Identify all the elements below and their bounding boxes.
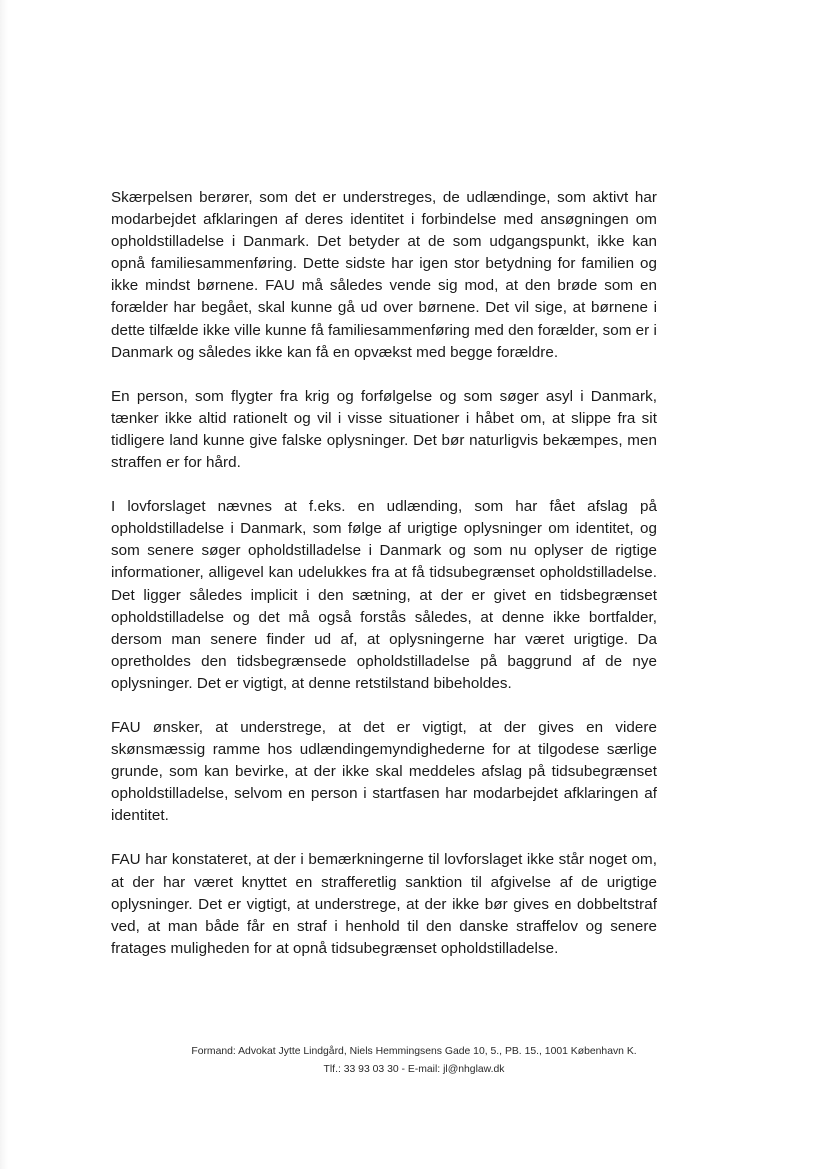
footer-address: Formand: Advokat Jytte Lindgård, Niels Hemmingsens Gade 10, 5., PB. 15., 1001 København K. xyxy=(191,1046,637,1057)
paragraph-asylum-seeker: En person, som flygter fra krig og forfølgelse og som søger asyl i Danmark, tænker ikke altid rationelt og vil i visse situationer i håbet om, at slippe fra sit tidligere land kunne give falske oplysninger. Det bør naturligvis bekæmpes, men straffen er for hård. xyxy=(111,387,657,472)
document-body xyxy=(111,187,657,982)
paragraph-skaerpelsen: Skærpelsen berører, som det er understreges, de udlændinge, som aktivt har modarbejdet afklaringen af deres identitet i forbindelse med ansøgningen om opholdstilladelse i Danmark. Det betyder at de som udgangspunkt, ikke kan opnå familiesammenføring. Dette sidste har igen stor betydning for familien og ikke mindst børnene. FAU må således vende sig mod, at den brøde som en forælder har begået, skal kunne gå ud over børnene. Det vil sige, at børnene i dette tilfælde ikke ville kunne få familiesammenføring med den forælder, som er i Danmark og således ikke kan få en opvækst med begge forældre. xyxy=(111,189,657,361)
paragraph-fau-discretion: FAU ønsker, at understrege, at det er vigtigt, at der gives en videre skønsmæssig ramme hos udlændingemyndighederne for at tilgodese særlige grunde, som kan bevirke, at der ikke skal meddeles afslag på tidsubegrænset opholdstilladelse, selvom en person i startfasen har modarbejdet afklaringen af identitet. xyxy=(111,718,657,825)
footer-contact: Tlf.: 33 93 03 30 - E-mail: jl@nhglaw.dk xyxy=(323,1064,505,1075)
scan-edge-shading xyxy=(0,0,8,1169)
paragraph-fau-double-penalty: FAU har konstateret, at der i bemærkningerne til lovforslaget ikke står noget om, at der har været knyttet en strafferetlig sanktion til afgivelse af de urigtige oplysninger. Det er vigtigt, at understrege, at der ikke bør gives en dobbeltstraf ved, at man både får en straf i henhold til den danske straffelov og senere fratages muligheden for at opnå tidsubegrænset opholdstilladelse. xyxy=(111,851,657,957)
letterhead-footer xyxy=(0,1043,828,1079)
paragraph-lovforslaget: I lovforslaget nævnes at f.eks. en udlænding, som har fået afslag på opholdstilladelse i Danmark, som følge af urigtige oplysninger om identitet, og som senere søger opholdstilladelse i Danmark og som nu oplyser de rigtige informationer, alligevel kan udelukkes fra at få tidsubegrænset opholdstilladelse. Det ligger således implicit i den sætning, at der er givet en tidsbegrænset opholdstilladelse og det må også forstås således, at denne ikke bortfalder, dersom man senere finder ud af, at oplysningerne har været urigtige. Da opretholdes den tidsbegrænsede opholdstilladelse på baggrund af de nye oplysninger. Det er vigtigt, at denne retstilstand bibeholdes. xyxy=(111,498,657,692)
